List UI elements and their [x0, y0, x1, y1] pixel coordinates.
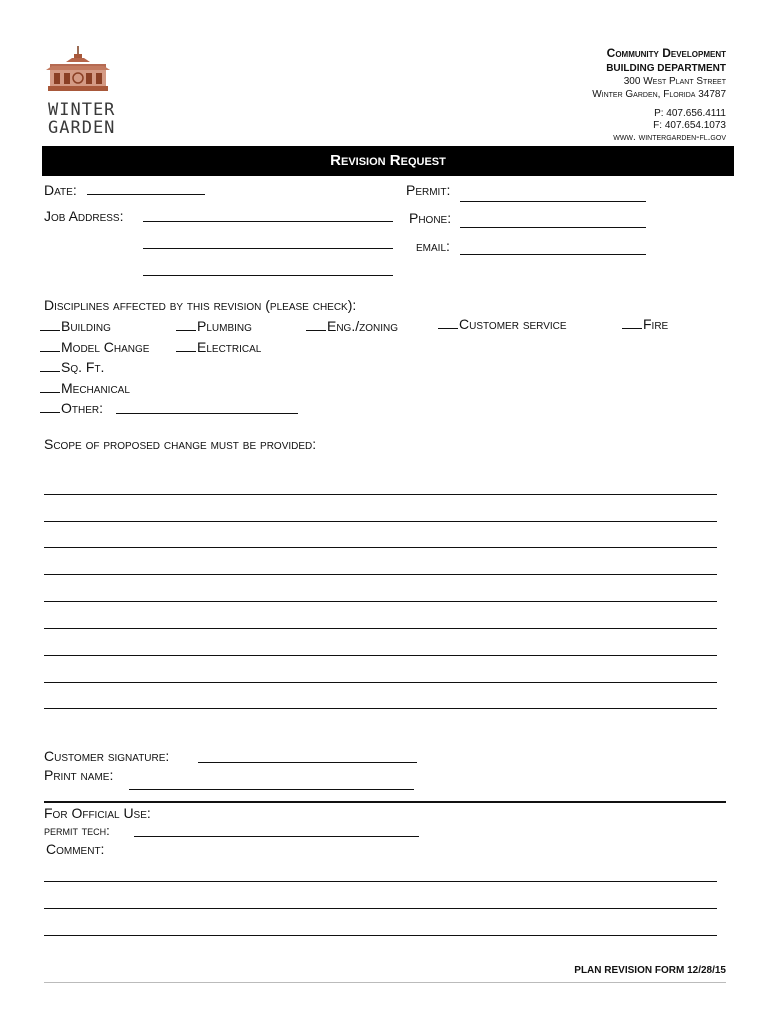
email-field[interactable] [460, 254, 646, 255]
phone-field[interactable] [460, 227, 646, 228]
email-label: email: [416, 238, 450, 254]
permit-label: Permit: [406, 182, 451, 198]
checkbox-building[interactable]: Building [40, 318, 111, 334]
winter-garden-logo [44, 44, 116, 138]
job-address-field-2[interactable] [143, 248, 393, 249]
logo-line-2: GARDEN [48, 118, 116, 138]
customer-signature-label: Customer signature: [44, 748, 170, 764]
official-use-divider [44, 801, 726, 803]
page-title: Revision Request [330, 152, 446, 169]
city-address: Winter Garden, Florida 34787 [592, 89, 726, 100]
comment-label: Comment: [46, 841, 105, 857]
building-logo-icon [44, 44, 110, 96]
checkbox-sq-ft[interactable]: Sq. Ft. [40, 359, 104, 375]
checkbox-other[interactable]: Other: [40, 400, 103, 416]
job-address-field-1[interactable] [143, 221, 393, 222]
print-name-label: Print name: [44, 767, 114, 783]
customer-signature-field[interactable] [198, 762, 417, 763]
footer-divider [44, 982, 726, 983]
scope-line-9[interactable] [44, 708, 717, 709]
permit-tech-label: permit tech: [44, 823, 110, 838]
dept-name: Community Development [606, 46, 726, 60]
phone-label: Phone: [409, 210, 452, 226]
scope-line-7[interactable] [44, 655, 717, 656]
checkbox-mechanical[interactable]: Mechanical [40, 380, 130, 396]
checkbox-fire[interactable]: Fire [622, 316, 668, 332]
scope-line-3[interactable] [44, 547, 717, 548]
official-use-heading: For Official Use: [44, 805, 151, 821]
scope-line-5[interactable] [44, 601, 717, 602]
other-field[interactable] [116, 413, 298, 414]
checkbox-plumbing[interactable]: Plumbing [176, 318, 252, 334]
fax-number: F: 407.654.1073 [653, 120, 726, 131]
print-name-field[interactable] [129, 789, 414, 790]
checkbox-eng-zoning[interactable]: Eng./zoning [306, 318, 398, 334]
scope-heading: Scope of proposed change must be provided: [44, 436, 317, 452]
footer-label: PLAN REVISION FORM 12/28/15 [574, 965, 726, 976]
permit-tech-field[interactable] [134, 836, 419, 837]
street-address: 300 West Plant Street [623, 76, 726, 87]
scope-line-1[interactable] [44, 494, 717, 495]
comment-line-3[interactable] [44, 935, 717, 936]
scope-line-4[interactable] [44, 574, 717, 575]
website: www. wintergarden-fl.gov [613, 132, 726, 143]
checkbox-electrical[interactable]: Electrical [176, 339, 261, 355]
comment-line-1[interactable] [44, 881, 717, 882]
checkbox-customer-service[interactable]: Customer service [438, 316, 567, 332]
scope-line-8[interactable] [44, 682, 717, 683]
scope-line-6[interactable] [44, 628, 717, 629]
checkbox-model-change[interactable]: Model Change [40, 339, 149, 355]
job-address-label: Job Address: [44, 208, 124, 224]
job-address-field-3[interactable] [143, 275, 393, 276]
date-field[interactable] [87, 194, 205, 195]
title-bar [42, 146, 734, 176]
comment-line-2[interactable] [44, 908, 717, 909]
phone-number: P: 407.656.4111 [654, 108, 726, 119]
date-label: Date: [44, 182, 77, 198]
permit-field[interactable] [460, 201, 646, 202]
building-dept: BUILDING DEPARTMENT [606, 63, 726, 74]
disciplines-heading: Disciplines affected by this revision (please check): [44, 297, 357, 313]
logo-line-1: WINTER [48, 100, 116, 120]
scope-line-2[interactable] [44, 521, 717, 522]
